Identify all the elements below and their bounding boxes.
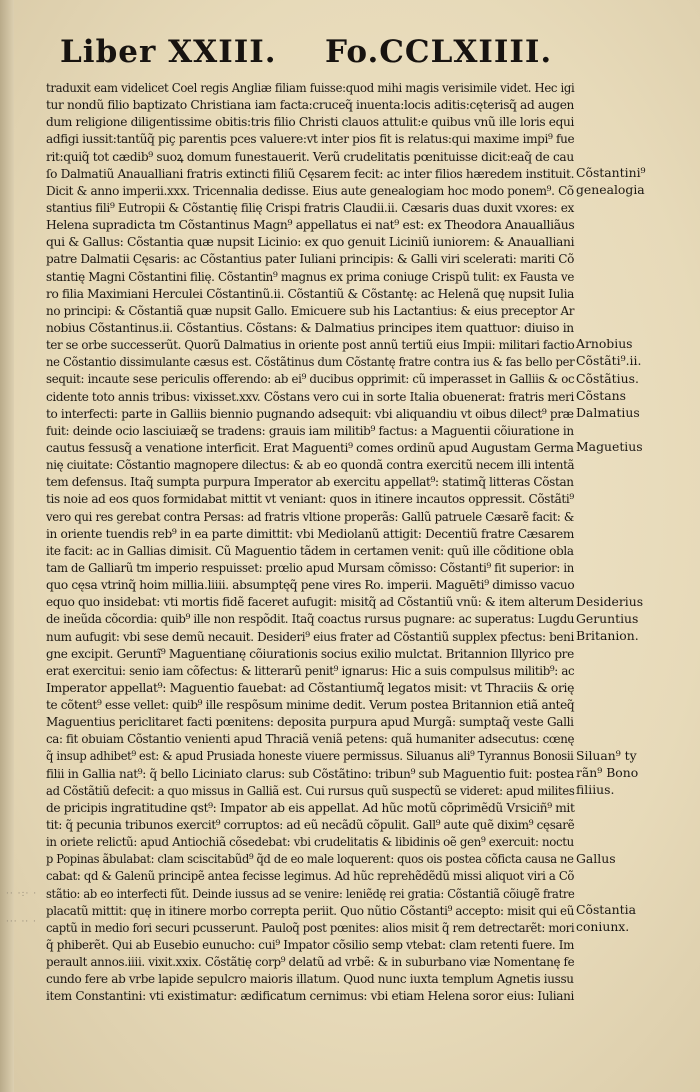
- margin-note: Arnobius: [576, 336, 633, 352]
- margin-note: Siluan⁹ ty: [576, 747, 637, 763]
- text-line: traduxit eam videlicet Coel regis Angliæ filiam fuisse:quod mihi magis verisimile videt. Hec igi: [46, 80, 575, 95]
- text-line: ca: fit obuiam Cõstantio venienti apud Thraciã veniã petens: quã humaniter adsecutus: cœnę: [46, 731, 575, 747]
- running-header: [60, 34, 580, 78]
- text-line: Imperator appellat⁹: Maguentio fauebat: ad Cõstantiumq̃ legatos misit: vt Thraciis & orię: [46, 679, 575, 695]
- text-line: cautus fessusq̃ a venatione interficit. Erat Maguenti⁹ comes ordinũ apud Augustam Germa: [46, 439, 574, 455]
- text-line: ro filia Maximiani Herculei Cõstantinũ.ii. Cõstantiũ & Cõstantę: ac Helenã quę nupsit Iulia: [46, 285, 575, 301]
- margin-note: Maguetius: [576, 439, 643, 455]
- pencil-marks: ·· ·:· · ··· ·· ·: [6, 889, 38, 927]
- text-line: adfigi iussit:tantũq̃ piç parentis pces valuere:vt inter pios fit is relatus:qui maxime impi⁹ fue: [46, 131, 575, 147]
- text-line: ite facit: ac in Gallias dimisit. Cũ Maguentio tãdem in certamen venit: quũ ille cõditione obla: [46, 542, 574, 558]
- text-line: no principi: & Cõstantiã quæ nupsit Gallo. Emicuere sub his Lactantius: & eius preceptor Ar: [46, 302, 575, 318]
- text-line: Dicit & anno imperii.xxx. Tricennalia dedisse. Eius aute genealogiam hoc modo ponem⁹. Cõ: [46, 182, 574, 198]
- text-line: quo cęsa vtrinq̃ hoim millia.liiii. absumptęq̃ pene vires Ro. imperii. Maguēti⁹ dimisso vacuo: [46, 577, 575, 593]
- margin-note: genealogia: [576, 181, 645, 197]
- margin-note: Britanion.: [576, 627, 639, 643]
- folio-number: Fo.CCLXIIII.: [325, 34, 553, 70]
- text-line: vero qui res gerebat contra Persas: ad fratris vltione properãs: Gallũ patruele Cæsarẽ facit: &: [46, 508, 574, 524]
- margin-note: Gallus: [576, 850, 616, 866]
- text-line: gne excipit. Geruntĩ⁹ Maguentianę cõiurationis socius exilio mulctat. Britannion Illyrico pre: [46, 645, 574, 661]
- text-line: perault annos.iiii. vixit.xxix. Cõstãtię corp⁹ delatũ ad vrbẽ: & in suburbano viæ Nomentanę fe: [46, 954, 575, 970]
- text-line: equo quo insidebat: vti mortis fidẽ faceret aufugit: misitq̃ ad Cõstantiũ vnũ: & item alterum: [46, 594, 574, 610]
- margin-note: coniunx.: [576, 919, 630, 935]
- text-line: fuit: deinde ocio lasciuiæq̃ se tradens: grauis iam militib⁹ factus: a Maguentii cõiuratione in: [46, 422, 574, 438]
- margin-note: rãn⁹ Bono: [576, 765, 639, 780]
- text-line: tis noie ad eos quos formidabat mittit vt veniant: quos in itinere incautos oppressit. Cõstãti⁹: [46, 491, 574, 507]
- margin-note: Cõstãtius.: [576, 370, 639, 386]
- text-line: in oriete relictũ: apud Antiochiã cõsedebat: vbi crudelitatis & libidinis oẽ gen⁹ exercuit: noctu: [46, 834, 574, 850]
- margin-note: Desiderius: [576, 593, 644, 609]
- margin-note: filiius.: [576, 782, 615, 798]
- text-line: dum religione diligentissime obitis:tris filio Christi clauos attulit:e quibus vnũ ille loris equi: [46, 114, 575, 130]
- book-number: Liber XXIII.: [60, 34, 277, 70]
- text-line: in oriente tuendis reb⁹ in ea parte dimittit: vbi Mediolanũ attigit: Decentiũ fratre Cæsarem: [46, 525, 575, 541]
- text-line: q̃ phiberẽt. Qui ab Eusebio eunucho: cui⁹ Impator cõsilio semp vtebat: clam retenti fuere. Im: [46, 937, 575, 953]
- text-line: cundo fere ab vrbe lapide sepulcro maioris illatum. Quod nunc iuxta templum Agnetis iussu: [46, 971, 574, 987]
- text-line: filii in Gallia nat⁹: q̃ bello Liciniato clarus: sub Cõstãtino: tribun⁹ sub Maguentio fuit: postea: [46, 765, 574, 781]
- margin-note: Geruntius: [576, 610, 639, 626]
- margin-note: Cõstans: [576, 387, 627, 403]
- text-line: placatũ mittit: quę in itinere morbo correpta periit. Quo nũtio Cõstanti⁹ accepto: misit qui eũ: [46, 902, 575, 918]
- text-line: cidente toto annis tribus: vixisset.xxv. Cõstans vero cui in sorte Italia obuenerat: fratris meri: [46, 388, 574, 404]
- text-line: rit:quiq̃ tot cædib⁹ suoꝝ domum funestauerit. Verũ crudelitatis pœnituisse dicit:eaq̃ de cau: [46, 148, 574, 164]
- text-line: Helena supradicta tm Cõstantinus Magn⁹ appellatus ei nat⁹ est: ex Theodora Anaualliãus: [46, 217, 575, 233]
- text-line: ne Cõstantio dissimulante cæsus est. Cõstãtinus dum Cõstantę fratre contra ius & fas bello per: [46, 354, 575, 370]
- text-line: nię ciuitate: Cõstantio magnopere dilectus: & ab eo quondã contra exercitũ necem illi intentã: [46, 457, 575, 473]
- text-line: de ineũda cõcordia: quib⁹ ille non respõdit. Itaq̃ coactus rursus pugnare: ac superatus: Lugdu: [46, 611, 575, 627]
- text-line: ſo Dalmatiũ Anaualliani fratris extincti filiũ Cęsarem fecit: ac inter filios hæredem instituit.: [46, 165, 575, 181]
- text-line: stãtio: ab eo interfecti fũt. Deinde iussus ad se venire: leniẽdę rei gratia: Cõstantiã cõiugẽ fratre: [46, 885, 575, 901]
- text-line: stantius fili⁹ Eutropii & Cõstantię filię Crispi fratris Claudii.ii. Cæsaris duas duxit vxores: ex: [46, 199, 574, 215]
- text-line: stantię Magni Cõstantini filię. Cõstantin⁹ magnus ex prima coniuge Crispũ tulit: ex Fausta ve: [46, 268, 575, 284]
- text-line: de pricipis ingratitudine qst⁹: Impator ab eis appellat. Ad hũc motũ cõprimẽdũ Vrsiciñ⁹ mit: [46, 799, 575, 815]
- text-line: p Popinas ãbulabat: clam sciscitabũd⁹ q̃d de eo male loquerent: quos ois postea cõficta causa ne: [46, 851, 574, 867]
- text-line: to interfecti: parte in Galliis biennio pugnando adsequit: vbi aliquandiu vt oibus dilect⁹ præ: [46, 405, 574, 421]
- text-line: item Constantini: vti existimatur: ædificatum cernimus: vbi etiam Helena soror eius: Iuliani: [46, 988, 575, 1004]
- text-line: tam de Galliarũ tm imperio respuisset: prœlio apud Mursam cõmisso: Cõstanti⁹ fit superior: in: [46, 559, 574, 575]
- text-line: cabat: qd & Galenũ principẽ antea fecisse legimus. Ad hũc reprehẽdẽdũ missi aliquot viri a Cõ: [46, 868, 575, 884]
- text-line: tit: q̃ pecunia tribunos exercit⁹ corruptos: ad eũ necãdũ cõpulit. Gall⁹ aute quẽ dixim⁹ cęsarẽ: [46, 817, 575, 833]
- margin-note: Cõstantini⁹: [576, 164, 646, 180]
- text-line: tur nondũ filio baptizato Christiana iam facta:cruceq̃ inuenta:locis aditis:cęterisq̃ ad augen: [46, 97, 575, 113]
- text-line: q̃ insup adhibet⁹ est: & apud Prusiada honeste viuere permissus. Siluanus ali⁹ Tyrannus Bonosii: [46, 748, 574, 764]
- margin-note: Cõstantia: [576, 902, 636, 918]
- main-text-block: [46, 79, 574, 1005]
- text-line: Maguentius periclitaret facti pœnitens: deposita purpura apud Murgã: sumptaq̃ veste Galli: [46, 714, 574, 730]
- text-line: patre Dalmatii Cęsaris: ac Cõstantius pater Iuliani principis: & Galli viri scelerati: mariti Cõ: [46, 251, 575, 267]
- text-line: ter se orbe successerũt. Quorũ Dalmatius in oriente post annũ tertiũ eius Impii: militari factio: [46, 337, 575, 353]
- margin-note: Cõstãti⁹.ii.: [576, 353, 642, 369]
- text-line: te cõtent⁹ esse vellet: quib⁹ ille respõsum minime dedit. Verum postea Britannion etiã anteq̃: [46, 697, 575, 713]
- text-line: erat exercitui: senio iam cõfectus: & litterarũ penit⁹ ignarus: Hic a suis compulsus militib⁹: ac: [46, 662, 575, 678]
- text-line: nobius Cõstantinus.ii. Cõstantius. Cõstans: & Dalmatius principes item quattuor: diuiso in: [46, 319, 574, 335]
- text-line: qui & Gallus: Cõstantia quæ nupsit Licinio: ex quo genuit Liciniũ iuniorem: & Anaualliani: [46, 234, 575, 250]
- margin-note: Dalmatius: [576, 404, 640, 420]
- text-line: num aufugit: vbi sese demũ necauit. Desideri⁹ eius frater ad Cõstantiũ supplex pfectus: beni: [46, 628, 574, 644]
- text-line: sequit: incaute sese periculis offerendo: ab ei⁹ ducibus opprimit: cũ imperasset in Galliis & oc: [46, 371, 575, 387]
- text-line: tem defensus. Itaq̃ sumpta purpura Imperator ab exercitu appellat⁹: statimq̃ litteras Cõstan: [46, 474, 574, 490]
- text-line: ad Cõstãtiũ defecit: a quo missus in Galliã est. Cui rursus quũ suspectũ se videret: apud milites: [46, 782, 575, 798]
- text-line: captũ in medio fori securi pcusserunt. Pauloq̃ post pœnites: alios misit q̃ rem detrectarẽt: mori: [46, 919, 575, 935]
